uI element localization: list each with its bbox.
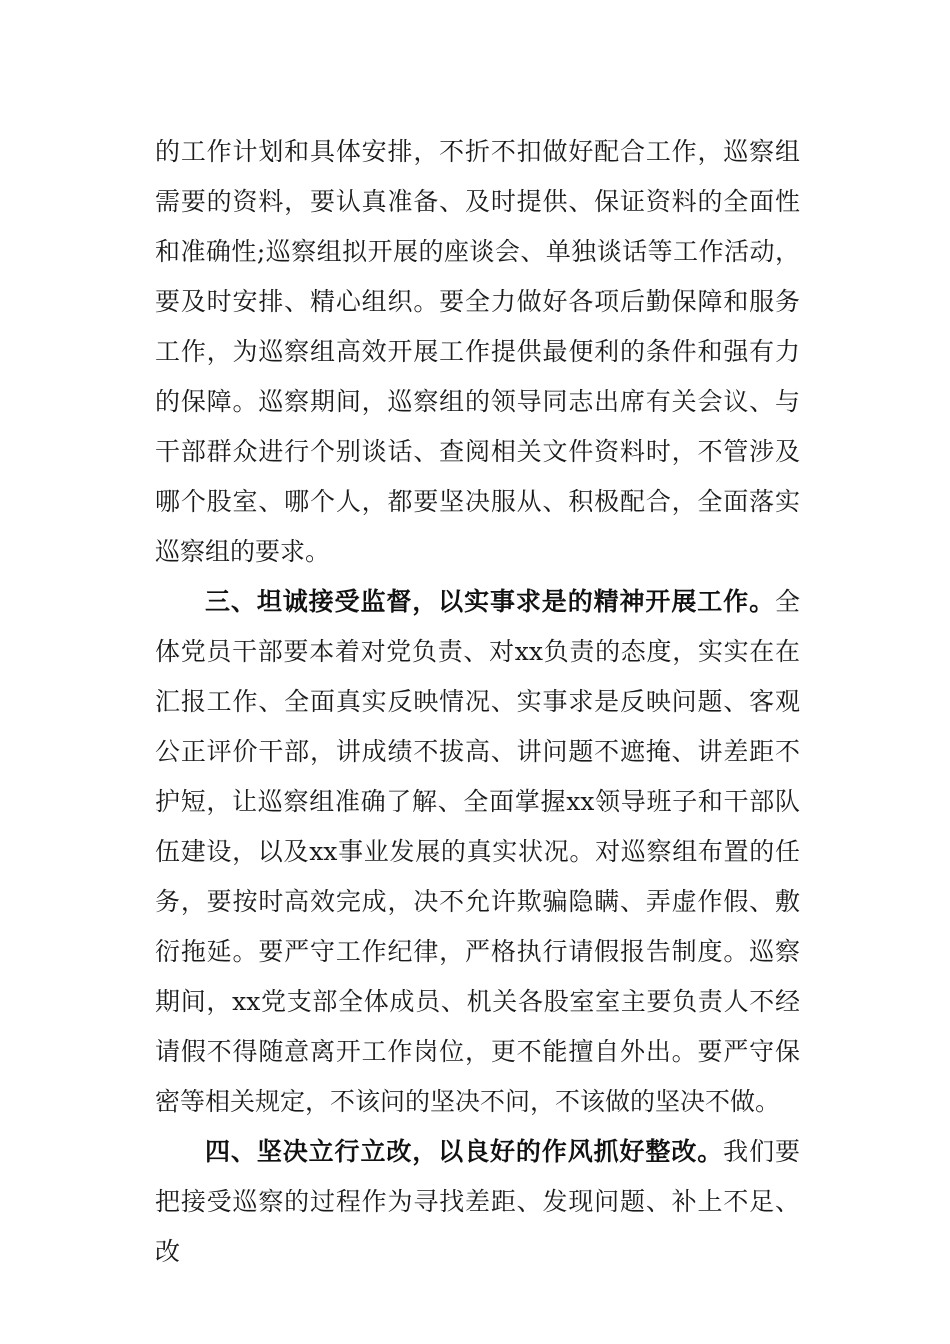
paragraph-body: 全体党员干部要本着对党负责、对xx负责的态度，实实在在汇报工作、全面真实反映情况、实事求是反映问题、客观公正评价干部，讲成绩不拔高、讲问题不遮掩、讲差距不护短，让巡察组准确了解、全面掌握xx领导班子和干部队伍建设，以及xx事业发展的真实状况。对巡察组布置的任务，要按时高效完成，决不允许欺骗隐瞒、弄虚作假、敷衍拖延。要严守工作纪律，严格执行请假报告制度。巡察期间，xx党支部全体成员、机关各股室室主要负责人不经请假不得随意离开工作岗位，更不能擅自外出。要严守保密等相关规定，不该问的坚决不问，不该做的坚决不做。 <box>155 587 800 1116</box>
section-heading: 三、坦诚接受监督，以实事求是的精神开展工作。 <box>205 587 775 616</box>
paragraph-continuation <box>155 127 800 577</box>
paragraph-section-three <box>155 577 800 1127</box>
paragraph-section-four <box>155 1127 800 1277</box>
paragraph-body: 我们要把接受巡察的过程作为寻找差距、发现问题、补上不足、改 <box>155 1137 800 1266</box>
section-heading: 四、坚决立行立改，以良好的作风抓好整改。 <box>205 1137 724 1166</box>
document-body <box>155 127 800 1277</box>
paragraph-body: 的工作计划和具体安排，不折不扣做好配合工作，巡察组需要的资料，要认真准备、及时提供、保证资料的全面性和准确性;巡察组拟开展的座谈会、单独谈话等工作活动，要及时安排、精心组织。要全力做好各项后勤保障和服务工作，为巡察组高效开展工作提供最便利的条件和强有力的保障。巡察期间，巡察组的领导同志出席有关会议、与干部群众进行个别谈话、查阅相关文件资料时，不管涉及哪个股室、哪个人，都要坚决服从、积极配合，全面落实巡察组的要求。 <box>155 137 800 566</box>
